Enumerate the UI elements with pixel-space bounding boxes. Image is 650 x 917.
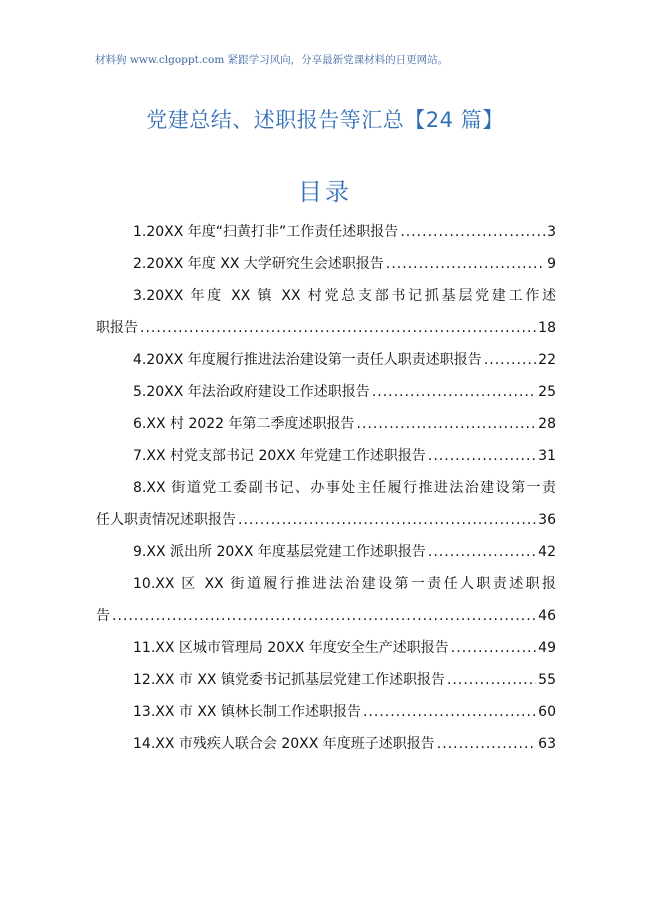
- toc-entry-page: 36: [538, 512, 556, 528]
- toc-entry-title: 2.20XX 年度 XX 大学研究生会述职报告: [133, 256, 384, 272]
- toc-leader-dots: [363, 699, 536, 725]
- toc-entry-continued[interactable]: [96, 315, 556, 347]
- toc-entry-page: 18: [538, 320, 556, 336]
- toc-entry-title: 8.XX 街道党工委副书记、办事处主任履行推进法治建设第一责: [133, 480, 556, 496]
- toc-entry-title: 3.20XX 年度 XX 镇 XX 村党总支部书记抓基层党建工作述: [133, 288, 556, 304]
- toc-entry-title-continued: 职报告: [96, 320, 138, 336]
- toc-entry[interactable]: [96, 571, 556, 603]
- toc-entry-title: 10.XX 区 XX 街道履行推进法治建设第一责任人职责述职报: [133, 576, 556, 592]
- toc-entry-page: 25: [538, 384, 556, 400]
- toc-entry[interactable]: [96, 347, 556, 379]
- toc-entry-title-continued: 告: [96, 608, 110, 624]
- toc-entry-page: 42: [538, 544, 556, 560]
- toc-entry-title: 4.20XX 年度履行推进法治建设第一责任人职责述职报告: [133, 352, 482, 368]
- toc-entry-page: 28: [538, 416, 556, 432]
- toc-entry[interactable]: [96, 635, 556, 667]
- toc-entry-title: 9.XX 派出所 20XX 年度基层党建工作述职报告: [133, 544, 426, 560]
- table-of-contents: [96, 219, 556, 763]
- toc-entry[interactable]: [96, 731, 556, 763]
- toc-entry-title-continued: 任人职责情况述职报告: [96, 512, 236, 528]
- toc-entry-page: 31: [538, 448, 556, 464]
- toc-entry-page: 55: [538, 672, 556, 688]
- toc-leader-dots: [451, 635, 536, 661]
- toc-entry-page: 49: [538, 640, 556, 656]
- toc-entry[interactable]: [96, 667, 556, 699]
- toc-entry-title: 1.20XX 年度“扫黄打非”工作责任述职报告: [133, 224, 399, 240]
- toc-leader-dots: [484, 347, 536, 373]
- toc-leader-dots: [372, 379, 536, 405]
- toc-entry-title: 5.20XX 年法治政府建设工作述职报告: [133, 384, 370, 400]
- toc-entry[interactable]: [96, 699, 556, 731]
- toc-entry[interactable]: [96, 475, 556, 507]
- toc-entry-continued[interactable]: [96, 603, 556, 635]
- toc-entry[interactable]: [96, 251, 556, 283]
- toc-entry-page: 46: [538, 608, 556, 624]
- toc-entry-continued[interactable]: [96, 507, 556, 539]
- toc-entry-page: 60: [538, 704, 556, 720]
- toc-leader-dots: [140, 315, 536, 341]
- toc-entry-title: 11.XX 区城市管理局 20XX 年度安全生产述职报告: [133, 640, 449, 656]
- toc-entry[interactable]: [96, 219, 556, 251]
- document-title: 党建总结、述职报告等汇总【24 篇】: [146, 108, 504, 132]
- toc-leader-dots: [112, 603, 536, 629]
- toc-entry-title: 6.XX 村 2022 年第二季度述职报告: [133, 416, 355, 432]
- toc-entry-title: 12.XX 市 XX 镇党委书记抓基层党建工作述职报告: [133, 672, 445, 688]
- toc-entry[interactable]: [96, 443, 556, 475]
- toc-heading: 目录: [298, 178, 352, 206]
- toc-leader-dots: [428, 539, 536, 565]
- toc-entry-title: 7.XX 村党支部书记 20XX 年党建工作述职报告: [133, 448, 426, 464]
- toc-entry-page: 9: [547, 256, 556, 272]
- toc-leader-dots: [238, 507, 536, 533]
- toc-entry[interactable]: [96, 379, 556, 411]
- toc-entry[interactable]: [96, 539, 556, 571]
- toc-leader-dots: [428, 443, 536, 469]
- toc-leader-dots: [357, 411, 537, 437]
- toc-entry-title: 13.XX 市 XX 镇林长制工作述职报告: [133, 704, 361, 720]
- toc-entry-page: 22: [538, 352, 556, 368]
- header-note: 材料狗 www.clgoppt.com 紧跟学习风向，分享最新党课材料的日更网站。: [95, 54, 449, 66]
- toc-leader-dots: [437, 731, 536, 757]
- toc-entry-page: 3: [547, 224, 556, 240]
- toc-entry[interactable]: [96, 283, 556, 315]
- toc-entry-page: 63: [538, 736, 556, 752]
- toc-leader-dots: [447, 667, 536, 693]
- toc-leader-dots: [400, 219, 545, 245]
- toc-entry[interactable]: [96, 411, 556, 443]
- toc-leader-dots: [386, 251, 545, 277]
- toc-entry-title: 14.XX 市残疾人联合会 20XX 年度班子述职报告: [133, 736, 435, 752]
